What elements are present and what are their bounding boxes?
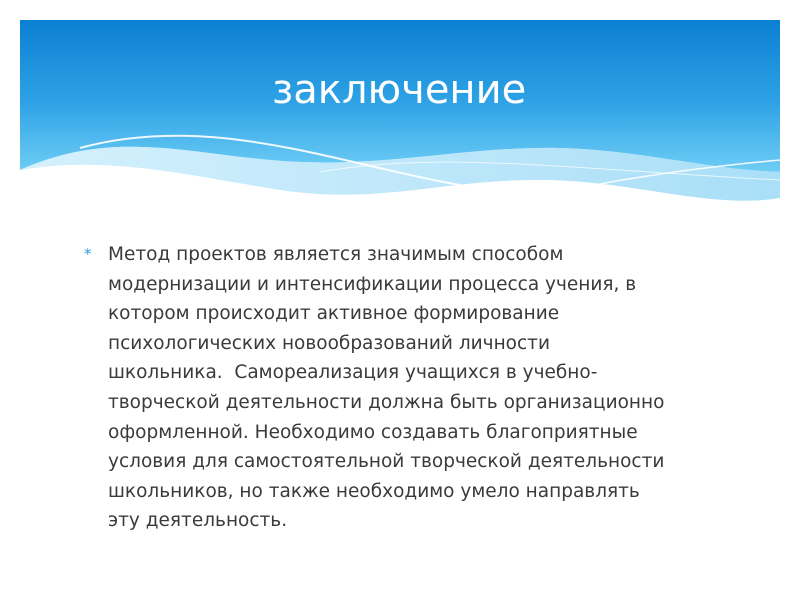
body-line-1: Метод проектов является значимым способом [108,244,564,265]
body-line-2: модернизации и интенсификации процесса учения, в [108,273,637,295]
body-line-10: эту деятельность. [108,510,288,532]
slide-title: заключение [272,67,527,113]
header-band [20,20,780,220]
body-line-9: школьников, но также необходимо умело направлять [108,480,640,502]
body-line-8: условия для самостоятельной творческой деятельности [108,451,665,473]
body-line-7: оформленной. Необходимо создавать благоприятные [108,421,638,443]
wave-decoration [20,20,780,220]
body-line-4: психологических новообразований личности [108,332,550,354]
body-line-6: творческой деятельности должна быть организационно [108,391,665,413]
bullet-star-icon: * [84,245,92,263]
bullet-item [84,240,734,536]
body-line-3: котором происходит активное формирование [108,303,560,325]
body-line-5: школьника. Самореализация учащихся в учебно- [108,362,598,384]
slide-content [84,240,734,536]
